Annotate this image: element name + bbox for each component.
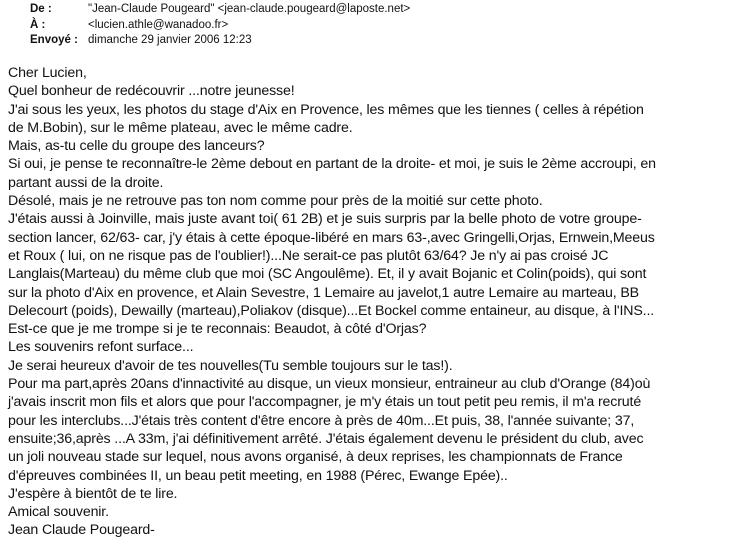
body-line: ensuite;36,après ...A 33m, j'ai définitivement arrêté. J'étais également devenu le président du club, avec	[8, 430, 644, 447]
body-line: Les souvenirs refont surface...	[8, 339, 194, 356]
body-line: Langlais(Marteau) du même club que moi (SC Angoulême). Et, il y avait Bojanic et Colin(poids), qui sont	[8, 266, 647, 283]
body-line: J'espère à bientôt de te lire.	[8, 485, 178, 502]
body-line: Je serai heureux d'avoir de tes nouvelles(Tu semble toujours sur le tas!).	[8, 357, 453, 374]
to-value: <lucien.athle@wanadoo.fr>	[88, 18, 229, 31]
body-line: Jean Claude Pougeard-	[8, 522, 155, 539]
body-line: Quel bonheur de redécouvrir ...notre jeunesse!	[8, 83, 295, 100]
body-line: Delecourt (poids), Dewailly (marteau),Poliakov (disque)...Et Bockel comme entaineur, au disque, à l'INS...	[8, 302, 655, 319]
sent-value: dimanche 29 janvier 2006 12:23	[88, 34, 252, 46]
body-line: j'avais inscrit mon fils et alors que pour l'accompagner, je m'y étais un tout petit peu remis, il m'a recruté	[8, 394, 642, 411]
body-line: J'ai sous les yeux, les photos du stage d'Aix en Provence, les mêmes que les tiennes ( celles à répétion	[8, 101, 644, 118]
body-line: Désolé, mais je ne retrouve pas ton nom comme pour près de la moitié sur cette photo.	[8, 193, 543, 210]
to-label: À :	[30, 18, 46, 31]
from-value: "Jean-Claude Pougeard" <jean-claude.pougeard@laposte.net>	[88, 3, 411, 15]
body-line: sur la photo d'Aix en provence, et Alain Sevestre, 1 Lemaire au javelot,1 autre Lemaire au marteau, BB	[8, 284, 639, 301]
body-line: partant aussi de la droite.	[8, 174, 164, 191]
sent-row	[30, 33, 410, 49]
body-line: Si oui, je pense te reconnaître-le 2ème debout en partant de la droite- et moi, je suis le 2ème accroupi, en	[8, 156, 656, 173]
email-body	[8, 64, 656, 540]
body-line: Est-ce que je me trompe si je te reconnais: Beaudot, à côté d'Orjas?	[8, 321, 427, 338]
body-line: d'épreuves combinées II, un beau petit meeting, en 1988 (Pérec, Ewange Epée)..	[8, 467, 508, 484]
body-line: J'étais aussi à Joinville, mais juste avant toi( 61 2B) et je suis surpris par la belle photo de votre groupe-	[8, 211, 642, 228]
body-line: Pour ma part,après 20ans d'innactivité au disque, un vieux monsieur, entraineur au club d'Orange (84)où	[8, 376, 651, 393]
email-header	[30, 2, 410, 49]
to-row	[30, 18, 410, 34]
body-line: Mais, as-tu celle du groupe des lanceurs?	[8, 138, 265, 155]
from-label: De :	[30, 3, 52, 15]
from-row	[30, 2, 410, 18]
body-line: Amical souvenir.	[8, 504, 109, 521]
body-line: de M.Bobin), sur le même plateau, avec le même cadre.	[8, 119, 353, 136]
body-line: et Roux ( lui, on ne risque pas de l'oublier!)...Ne serait-ce pas plutôt 63/64? Je n'y ai pas croisé JC	[8, 247, 609, 264]
body-line: un joli nouveau stade sur lequel, nous avons organisé, à deux reprises, les championnats de France	[8, 449, 623, 466]
body-line: Cher Lucien,	[8, 65, 87, 81]
body-line: pour les interclubs...J'étais très content d'être encore à près de 40m...Et puis, 38, l'année suivante; 37,	[8, 412, 635, 429]
body-line: section lancer, 62/63- car, j'y étais à cette époque-libéré en mars 63-,avec Gringelli,Orjas, Ernwein,Meeus	[8, 229, 655, 246]
sent-label: Envoyé :	[30, 34, 78, 46]
